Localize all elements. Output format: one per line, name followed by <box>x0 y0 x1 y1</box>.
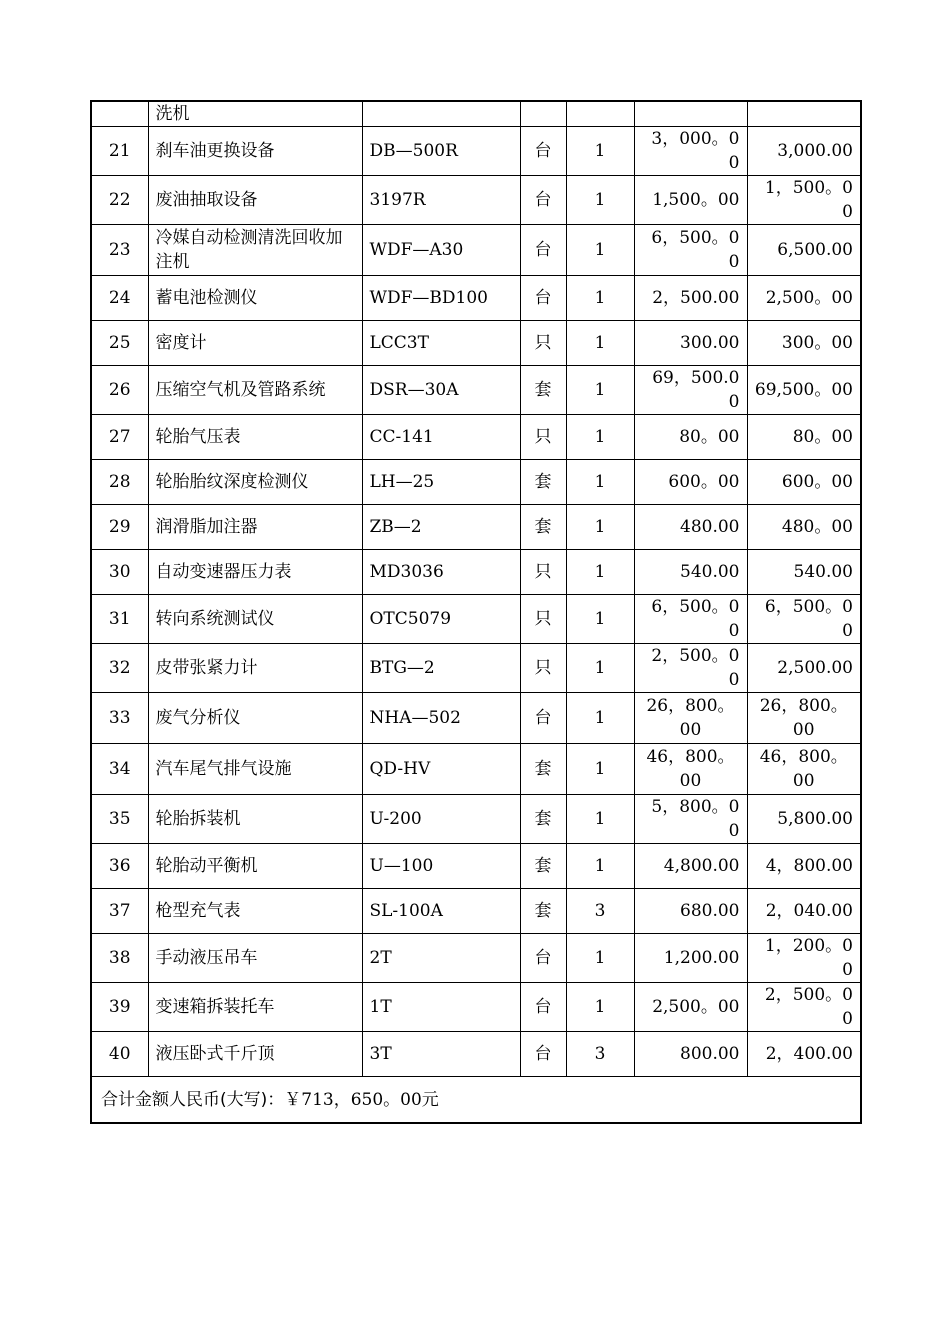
cell-price: 69，500.00 <box>634 366 747 415</box>
cell-total: 2，400.00 <box>747 1032 861 1077</box>
cell-total: 480。00 <box>747 505 861 550</box>
cell-model: 2T <box>362 934 520 983</box>
cell-qty: 1 <box>566 276 634 321</box>
table-row <box>91 693 861 744</box>
cell-total: 2,500。00 <box>747 276 861 321</box>
cell-total: 1，500。00 <box>747 176 861 225</box>
cell-price: 6，500。00 <box>634 595 747 644</box>
cell-model: 1T <box>362 983 520 1032</box>
cell-model: NHA—502 <box>362 693 520 744</box>
cell-unit: 台 <box>520 176 566 225</box>
cell-price: 300.00 <box>634 321 747 366</box>
summary-row <box>91 1077 861 1124</box>
cell-name: 刹车油更换设备 <box>148 127 362 176</box>
cell-qty: 1 <box>566 644 634 693</box>
cell-total: 300。00 <box>747 321 861 366</box>
table-row <box>91 505 861 550</box>
cell-name: 洗机 <box>148 101 362 127</box>
cell-unit: 台 <box>520 693 566 744</box>
cell-total: 2，500。00 <box>747 983 861 1032</box>
cell-no: 22 <box>91 176 148 225</box>
cell-no: 23 <box>91 225 148 276</box>
cell-total <box>747 101 861 127</box>
cell-no: 35 <box>91 795 148 844</box>
cell-name: 轮胎拆装机 <box>148 795 362 844</box>
cell-qty: 1 <box>566 505 634 550</box>
cell-model: LCC3T <box>362 321 520 366</box>
cell-model: SL-100A <box>362 889 520 934</box>
summary-cell <box>91 1077 861 1124</box>
cell-total: 2，040.00 <box>747 889 861 934</box>
cell-unit: 只 <box>520 321 566 366</box>
cell-model: ZB—2 <box>362 505 520 550</box>
cell-total: 6，500。00 <box>747 595 861 644</box>
cell-total: 4，800.00 <box>747 844 861 889</box>
cell-total: 46，800。00 <box>747 744 861 795</box>
table-row <box>91 366 861 415</box>
cell-model: WDF—A30 <box>362 225 520 276</box>
table-row <box>91 127 861 176</box>
cell-model: 3197R <box>362 176 520 225</box>
cell-model: BTG—2 <box>362 644 520 693</box>
table-row <box>91 460 861 505</box>
cell-total: 1，200。00 <box>747 934 861 983</box>
cell-name: 废油抽取设备 <box>148 176 362 225</box>
cell-unit: 台 <box>520 225 566 276</box>
table-row <box>91 844 861 889</box>
cell-qty: 1 <box>566 321 634 366</box>
cell-no: 39 <box>91 983 148 1032</box>
cell-unit: 套 <box>520 460 566 505</box>
table-row <box>91 1032 861 1077</box>
cell-unit: 台 <box>520 934 566 983</box>
cell-total: 3,000.00 <box>747 127 861 176</box>
table-row <box>91 176 861 225</box>
cell-qty: 1 <box>566 415 634 460</box>
cell-name: 冷媒自动检测清洗回收加注机 <box>148 225 362 276</box>
cell-unit: 台 <box>520 1032 566 1077</box>
cell-price: 600。00 <box>634 460 747 505</box>
cell-no: 27 <box>91 415 148 460</box>
cell-qty: 1 <box>566 366 634 415</box>
cell-price: 6，500。00 <box>634 225 747 276</box>
summary-label: 合计金额人民币(大写)： <box>101 1089 285 1110</box>
cell-model <box>362 101 520 127</box>
cell-qty: 1 <box>566 744 634 795</box>
table-row <box>91 644 861 693</box>
cell-total: 540.00 <box>747 550 861 595</box>
cell-qty: 1 <box>566 176 634 225</box>
cell-name: 转向系统测试仪 <box>148 595 362 644</box>
cell-no: 37 <box>91 889 148 934</box>
cell-unit: 只 <box>520 550 566 595</box>
cell-qty: 1 <box>566 595 634 644</box>
continuation-row <box>91 101 861 127</box>
cell-qty <box>566 101 634 127</box>
cell-no: 28 <box>91 460 148 505</box>
cell-unit: 台 <box>520 276 566 321</box>
cell-unit: 只 <box>520 644 566 693</box>
cell-name: 自动变速器压力表 <box>148 550 362 595</box>
cell-name: 废气分析仪 <box>148 693 362 744</box>
cell-price: 800.00 <box>634 1032 747 1077</box>
cell-qty: 3 <box>566 1032 634 1077</box>
cell-price: 2,500。00 <box>634 983 747 1032</box>
cell-qty: 1 <box>566 983 634 1032</box>
table-row <box>91 321 861 366</box>
cell-price: 1,200.00 <box>634 934 747 983</box>
table-row <box>91 595 861 644</box>
cell-total: 69,500。00 <box>747 366 861 415</box>
cell-name: 轮胎动平衡机 <box>148 844 362 889</box>
cell-price: 480.00 <box>634 505 747 550</box>
cell-total: 5,800.00 <box>747 795 861 844</box>
table-row <box>91 795 861 844</box>
cell-unit: 套 <box>520 844 566 889</box>
cell-unit: 台 <box>520 127 566 176</box>
cell-name: 蓄电池检测仪 <box>148 276 362 321</box>
table-row <box>91 225 861 276</box>
cell-model: U—100 <box>362 844 520 889</box>
cell-no: 21 <box>91 127 148 176</box>
cell-price: 680.00 <box>634 889 747 934</box>
cell-no: 36 <box>91 844 148 889</box>
table-row <box>91 550 861 595</box>
cell-no: 31 <box>91 595 148 644</box>
cell-no: 25 <box>91 321 148 366</box>
cell-total: 2,500.00 <box>747 644 861 693</box>
table-row <box>91 415 861 460</box>
cell-total: 80。00 <box>747 415 861 460</box>
cell-unit: 套 <box>520 795 566 844</box>
cell-total: 26，800。00 <box>747 693 861 744</box>
cell-price: 26，800。00 <box>634 693 747 744</box>
cell-price: 2，500。00 <box>634 644 747 693</box>
cell-unit: 台 <box>520 983 566 1032</box>
cell-model: 3T <box>362 1032 520 1077</box>
cell-name: 手动液压吊车 <box>148 934 362 983</box>
cell-price: 5，800。00 <box>634 795 747 844</box>
cell-total: 600。00 <box>747 460 861 505</box>
cell-price: 1,500。00 <box>634 176 747 225</box>
cell-unit: 套 <box>520 505 566 550</box>
cell-no: 40 <box>91 1032 148 1077</box>
cell-model: DB—500R <box>362 127 520 176</box>
cell-name: 密度计 <box>148 321 362 366</box>
cell-unit: 套 <box>520 744 566 795</box>
cell-model: OTC5079 <box>362 595 520 644</box>
cell-qty: 3 <box>566 889 634 934</box>
cell-unit: 套 <box>520 889 566 934</box>
cell-price <box>634 101 747 127</box>
table-row <box>91 934 861 983</box>
cell-price: 80。00 <box>634 415 747 460</box>
cell-qty: 1 <box>566 844 634 889</box>
table-row <box>91 983 861 1032</box>
table-body <box>91 101 861 1123</box>
table-row <box>91 276 861 321</box>
cell-qty: 1 <box>566 460 634 505</box>
cell-qty: 1 <box>566 225 634 276</box>
cell-price: 46，800。00 <box>634 744 747 795</box>
cell-name: 轮胎胎纹深度检测仪 <box>148 460 362 505</box>
cell-price: 4,800.00 <box>634 844 747 889</box>
cell-name: 枪型充气表 <box>148 889 362 934</box>
cell-unit <box>520 101 566 127</box>
cell-model: DSR—30A <box>362 366 520 415</box>
cell-model: MD3036 <box>362 550 520 595</box>
cell-model: CC-141 <box>362 415 520 460</box>
cell-name: 润滑脂加注器 <box>148 505 362 550</box>
cell-name: 汽车尾气排气设施 <box>148 744 362 795</box>
cell-qty: 1 <box>566 795 634 844</box>
cell-unit: 只 <box>520 595 566 644</box>
cell-total: 6,500.00 <box>747 225 861 276</box>
cell-no: 29 <box>91 505 148 550</box>
cell-no: 38 <box>91 934 148 983</box>
equipment-price-table <box>90 100 862 1124</box>
cell-name: 压缩空气机及管路系统 <box>148 366 362 415</box>
cell-name: 液压卧式千斤顶 <box>148 1032 362 1077</box>
cell-model: LH—25 <box>362 460 520 505</box>
cell-name: 变速箱拆装托车 <box>148 983 362 1032</box>
table-row <box>91 744 861 795</box>
cell-no <box>91 101 148 127</box>
cell-no: 24 <box>91 276 148 321</box>
cell-no: 26 <box>91 366 148 415</box>
summary-amount: ￥713，650。00元 <box>284 1089 439 1110</box>
cell-qty: 1 <box>566 550 634 595</box>
cell-name: 皮带张紧力计 <box>148 644 362 693</box>
cell-no: 30 <box>91 550 148 595</box>
cell-model: WDF—BD100 <box>362 276 520 321</box>
cell-price: 2，500.00 <box>634 276 747 321</box>
cell-unit: 套 <box>520 366 566 415</box>
cell-price: 540.00 <box>634 550 747 595</box>
cell-no: 33 <box>91 693 148 744</box>
cell-model: QD-HV <box>362 744 520 795</box>
cell-no: 34 <box>91 744 148 795</box>
cell-name: 轮胎气压表 <box>148 415 362 460</box>
cell-qty: 1 <box>566 693 634 744</box>
cell-model: U-200 <box>362 795 520 844</box>
cell-unit: 只 <box>520 415 566 460</box>
table-row <box>91 889 861 934</box>
cell-qty: 1 <box>566 934 634 983</box>
cell-qty: 1 <box>566 127 634 176</box>
cell-no: 32 <box>91 644 148 693</box>
cell-price: 3，000。00 <box>634 127 747 176</box>
